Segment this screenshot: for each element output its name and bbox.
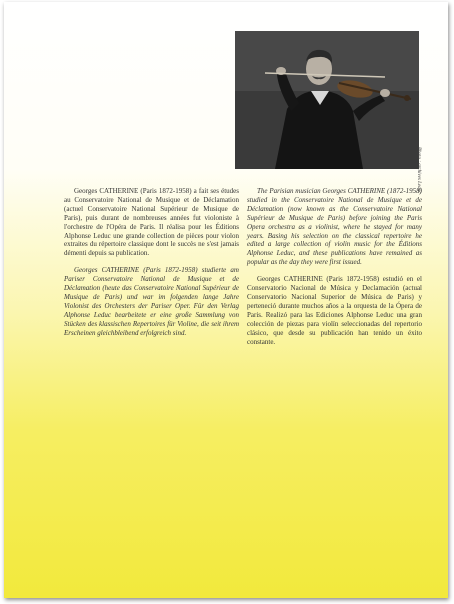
violinist-photo-icon	[235, 31, 419, 169]
left-column	[64, 187, 239, 346]
document-page	[4, 2, 448, 598]
english-paragraph: The Parisian musician Georges CATHERINE (1872-1958) studied in the Conservatoire National de Musique et de Déclamation (now known as the Conservatoire National Supérieur de Musique de Paris) before joining the Paris Opera orchestra as a violinist, where he stayed for many years. Basing his selection on the classical repertoire he edited a large collection of violin music for the Éditions Alphonse Leduc, and these publications have remained as popular as the day they were first issued.	[247, 187, 422, 267]
german-paragraph: Georges CATHERINE (Paris 1872-1958) studierte am Pariser Conservatoire National de Musique et de Déclamation (heute das Conservatoire National Supérieur de Musique de Paris) und war im folgenden lange Jahre Violonist des Orchesters der Pariser Oper. Für den Verlag Alphonse Leduc bearbeitete er eine große Sammlung von Stücken des klassischen Repertoires für Violine, die seit ihrem Erscheinen gleichbleibend erfolgreich sind.	[64, 266, 239, 337]
french-paragraph: Georges CATHERINE (Paris 1872-1958) a fait ses études au Conservatoire National de Musique et de Déclamation (actuel Conservatoire National Supérieur de Musique de Paris), puis durant de nombreuses années fut violoniste à l'orchestre de l'Opéra de Paris. Il réalisa pour les Éditions Alphonse Leduc une grande collection de pièces pour violon extraites du répertoire classique dont le succès ne s'est jamais démenti depuis sa publication.	[64, 187, 239, 258]
photo-credit: Photo : archives Leduc	[416, 147, 421, 194]
violinist-photo	[235, 31, 419, 169]
spanish-paragraph: Georges CATHERINE (Paris 1872-1958) estudió en el Conservatorio Nacional de Música y Declamación (actual Conservatorio Nacional Superior de Música de Paris) y perteneció durante muchos años a la orquesta de la Ópera de Paris. Realizó para las Ediciones Alphonse Leduc una gran colección de piezas para violín seleccionadas del repertorio clásico, que desde su publicación han tenido un éxito constante.	[247, 275, 422, 346]
right-column	[247, 187, 422, 354]
